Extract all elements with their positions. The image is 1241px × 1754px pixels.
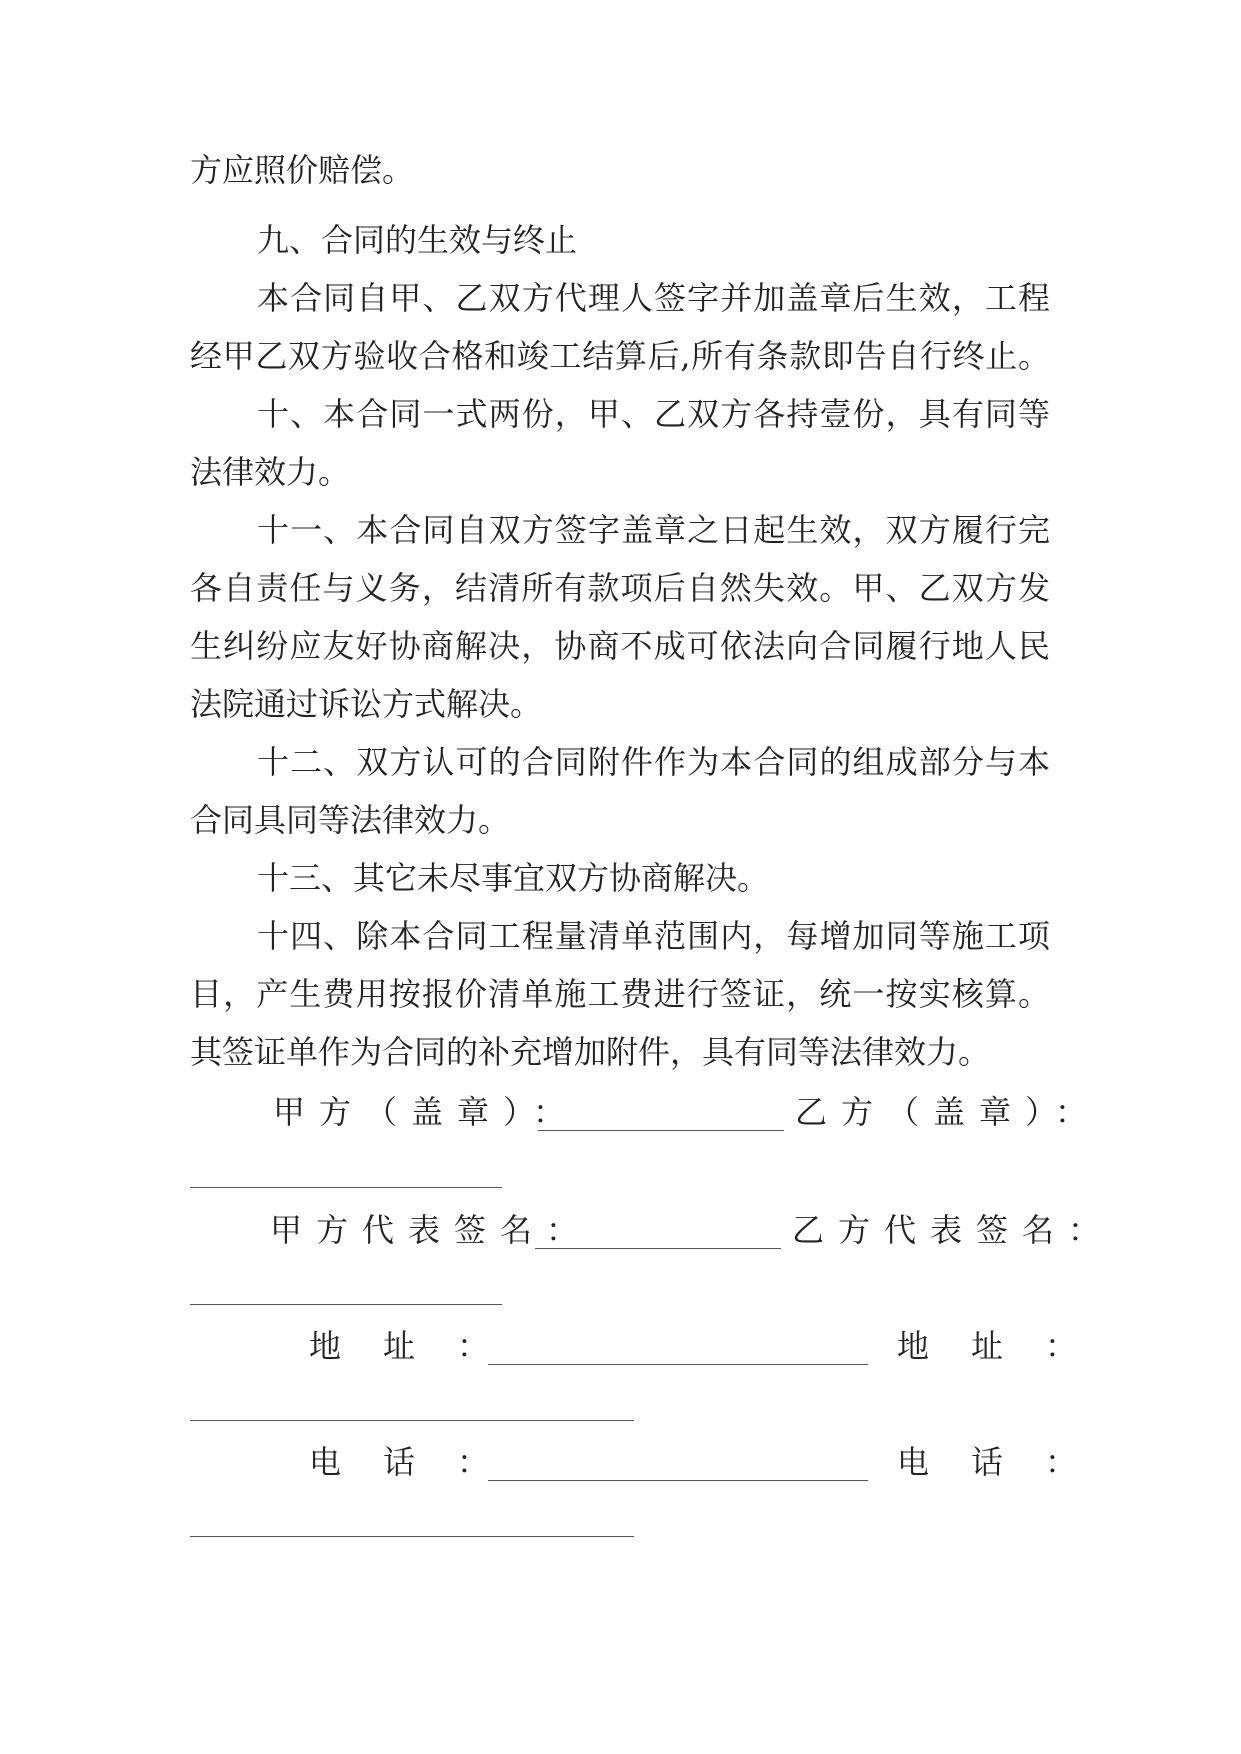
phone-a-label: 电话：: [309, 1443, 532, 1481]
party-a-rep-label: 甲方代表签名：: [270, 1211, 593, 1249]
paragraph-line: 经甲乙双方验收合格和竣工结算后,所有条款即告自行终止。: [190, 337, 1050, 375]
paragraph-line: 其签证单作为合同的补充增加附件，具有同等法律效力。: [190, 1033, 991, 1071]
party-b-seal-label: 乙方（盖章）：: [795, 1093, 1102, 1131]
paragraph-line: 生纠纷应友好协商解决，协商不成可依法向合同履行地人民: [190, 627, 1050, 665]
paragraph-line: 十二、双方认可的合同附件作为本合同的组成部分与本: [257, 743, 1050, 781]
paragraph-line: 十四、除本合同工程量清单范围内，每增加同等施工项: [257, 917, 1050, 955]
phone-b-label: 电话：: [897, 1443, 1120, 1481]
paragraph-line: 十、本合同一式两份，甲、乙双方各持壹份，具有同等: [257, 395, 1050, 433]
paragraph-line: 合同具同等法律效力。: [190, 801, 511, 839]
address-a-label: 地址：: [309, 1327, 532, 1365]
paragraph-line: 各自责任与义务，结清所有款项后自然失效。甲、乙双方发: [190, 569, 1050, 607]
party-b-rep-label: 乙方代表签名：: [792, 1211, 1115, 1249]
section-heading: 九、合同的生效与终止: [257, 221, 578, 259]
address-b-blank[interactable]: [190, 1420, 634, 1421]
party-a-seal-label: 甲方（盖章）：: [273, 1093, 580, 1131]
paragraph-line: 本合同自甲、乙双方代理人签字并加盖章后生效，工程: [257, 279, 1050, 317]
paragraph-line: 法院通过诉讼方式解决。: [190, 685, 543, 723]
phone-b-blank[interactable]: [190, 1536, 634, 1537]
party-a-seal-blank[interactable]: [538, 1130, 784, 1131]
party-a-rep-blank[interactable]: [535, 1248, 781, 1249]
party-b-rep-blank[interactable]: [190, 1304, 502, 1305]
paragraph-line: 十一、本合同自双方签字盖章之日起生效，双方履行完: [257, 511, 1050, 549]
paragraph-line: 目，产生费用按报价清单施工费进行签证，统一按实核算。: [190, 975, 1050, 1013]
paragraph-line: 方应照价赔偿。: [190, 151, 415, 189]
address-a-blank[interactable]: [488, 1364, 868, 1365]
paragraph-line: 法律效力。: [190, 453, 351, 491]
party-b-seal-blank[interactable]: [190, 1187, 502, 1188]
paragraph-line: 十三、其它未尽事宜双方协商解决。: [257, 859, 770, 897]
phone-a-blank[interactable]: [488, 1480, 868, 1481]
address-b-label: 地址：: [897, 1327, 1120, 1365]
